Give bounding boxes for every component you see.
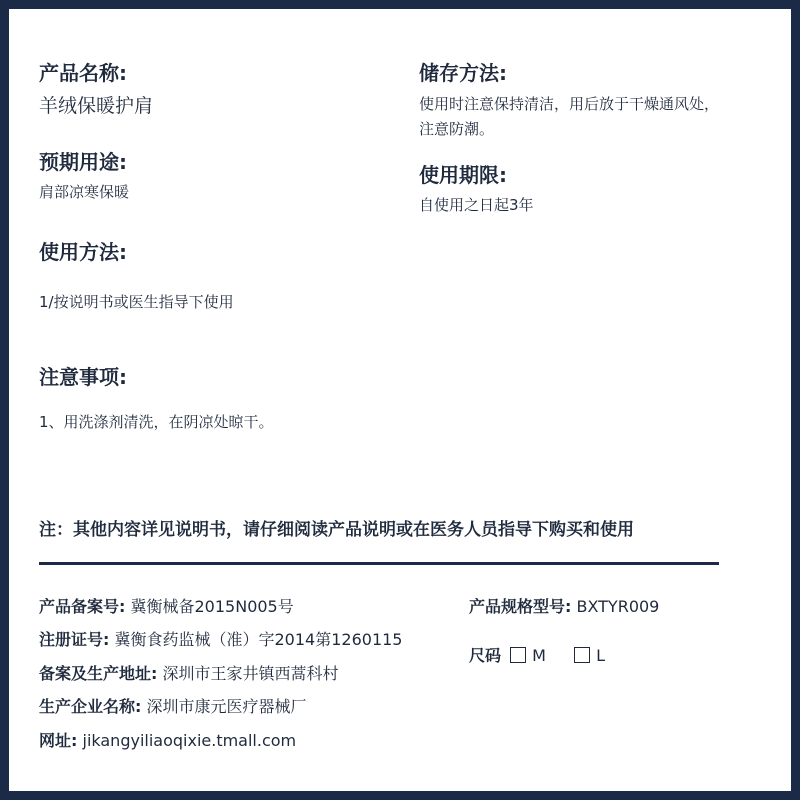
usage-value: 1/按说明书或医生指导下使用 — [39, 293, 234, 311]
size-m-label: M — [532, 646, 546, 665]
caution-heading: 注意事项: — [39, 365, 127, 389]
size-m-checkbox[interactable] — [510, 647, 526, 663]
size-label: 尺码 — [469, 646, 502, 665]
address-row — [39, 661, 339, 684]
registration-value: 冀衡食药监械（准）字2014第1260115 — [114, 630, 403, 649]
manufacturer-value: 深圳市康元医疗器械厂 — [146, 697, 307, 716]
period-heading: 使用期限: — [419, 163, 507, 187]
intended-use-heading: 预期用途: — [39, 150, 127, 174]
intended-use-value: 肩部凉寒保暖 — [39, 183, 130, 201]
size-l-checkbox[interactable] — [574, 647, 590, 663]
storage-heading: 储存方法: — [419, 61, 507, 85]
manufacturer-row — [39, 694, 307, 717]
registration-row — [39, 627, 402, 650]
website-row — [39, 728, 296, 751]
registration-label: 注册证号: — [39, 630, 110, 649]
caution-value: 1、用洗涤剂清洗，在阴凉处晾干。 — [39, 413, 274, 431]
address-label: 备案及生产地址: — [39, 664, 158, 683]
product-name-value: 羊绒保暖护肩 — [39, 95, 154, 117]
size-row — [469, 643, 605, 666]
model-row — [469, 594, 659, 617]
model-label: 产品规格型号: — [469, 597, 572, 616]
usage-heading: 使用方法: — [39, 240, 127, 264]
divider — [39, 562, 719, 565]
record-number-value: 冀衡械备2015N005号 — [130, 597, 294, 616]
record-number-row — [39, 594, 294, 617]
period-value: 自使用之日起3年 — [419, 196, 534, 214]
manufacturer-label: 生产企业名称: — [39, 697, 142, 716]
website-value: jikangyiliaoqixie.tmall.com — [82, 731, 297, 750]
model-value: BXTYR009 — [576, 597, 660, 616]
storage-line-2: 注意防潮。 — [419, 120, 495, 138]
product-label-card — [9, 9, 791, 791]
size-l-label: L — [596, 646, 606, 665]
website-label: 网址: — [39, 731, 78, 750]
storage-line-1: 使用时注意保持清洁，用后放于干燥通风处， — [419, 95, 720, 113]
note-text: 注：其他内容详见说明书，请仔细阅读产品说明或在医务人员指导下购买和使用 — [39, 520, 634, 540]
product-name-heading: 产品名称: — [39, 61, 127, 85]
record-number-label: 产品备案号: — [39, 597, 126, 616]
address-value: 深圳市王家井镇西蒿科村 — [162, 664, 339, 683]
